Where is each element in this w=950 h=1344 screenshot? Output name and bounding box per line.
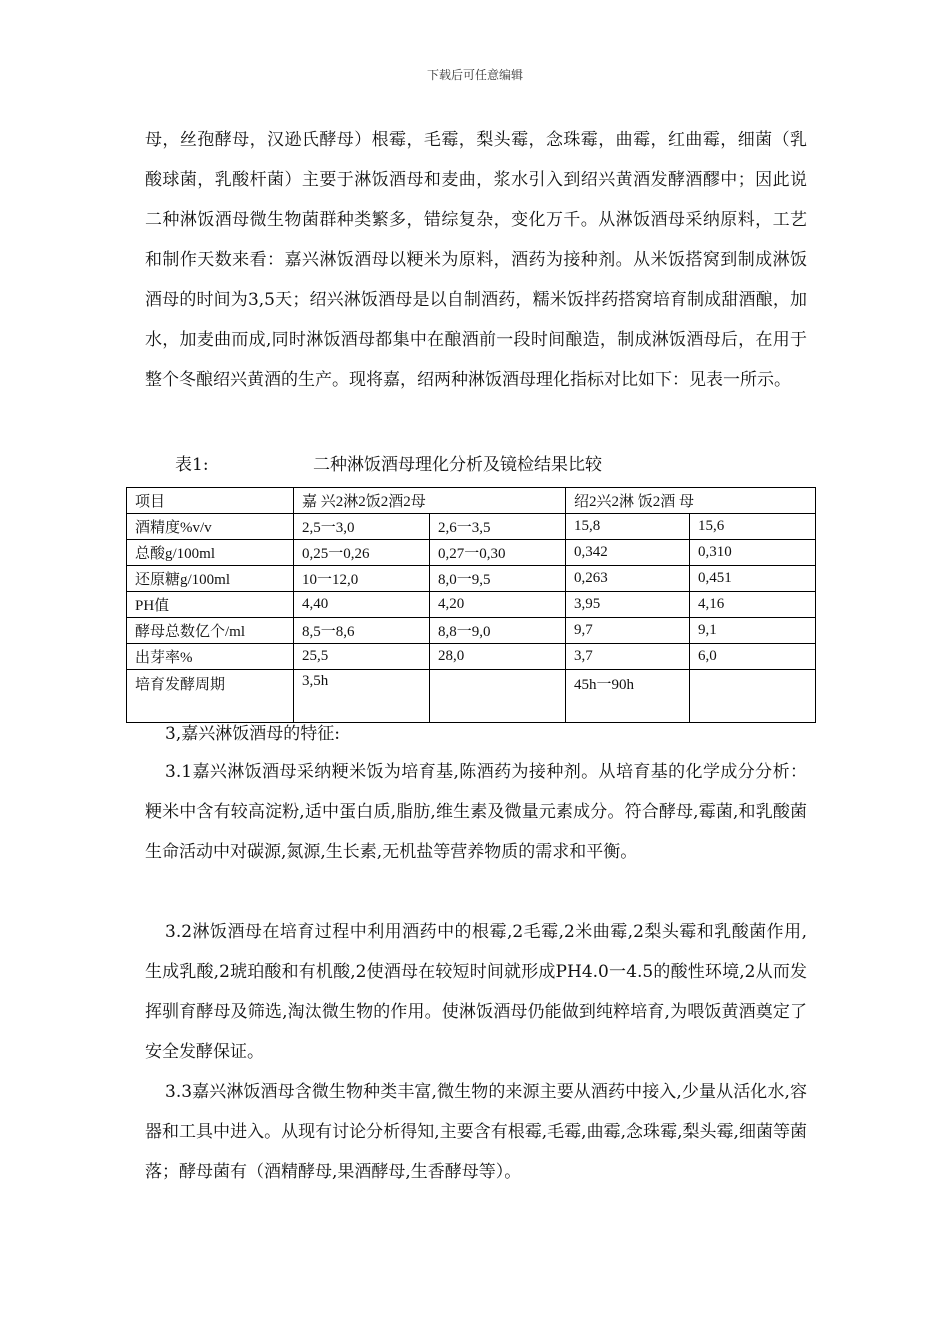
intro-paragraph: 母，丝孢酵母，汉逊氏酵母）根霉，毛霉，梨头霉，念珠霉，曲霉，红曲霉，细菌（乳酸球菌，乳酸杆菌）主要于淋饭酒母和麦曲，浆水引入到绍兴黄酒发酵酒醪中；因此说二种淋饭酒母微生物菌群种类繁多，错综复杂，变化万千。从淋饭酒母采纳原料，工艺和制作天数来看：嘉兴淋饭酒母以粳米为原料，酒药为接种剂。从米饭搭窝到制成淋饭酒母的时间为3,5天；绍兴淋饭酒母是以自制酒药，糯米饭拌药搭窝培育制成甜酒酿，加水，加麦曲而成,同时淋饭酒母都集中在酿酒前一段时间酿造，制成淋饭酒母后，在用于整个冬酿绍兴黄酒的生产。现将嘉，绍两种淋饭酒母理化指标对比如下：见表一所示。 (145, 130, 807, 390)
table-row (127, 592, 816, 618)
header-jiaxing: 嘉 兴2淋2饭2酒2母 (294, 488, 566, 514)
section-heading: 3,嘉兴淋饭酒母的特征: (165, 724, 340, 744)
table-cell: 酵母总数亿个/ml (127, 618, 294, 644)
table-cell: 4,16 (690, 592, 816, 618)
table-row (127, 566, 816, 592)
table-row (127, 644, 816, 670)
table-cell: 2,6一3,5 (430, 514, 566, 540)
table-cell: 15,6 (690, 514, 816, 540)
comparison-table (126, 487, 816, 723)
table-cell: 6,0 (690, 644, 816, 670)
table-cell: 3,95 (566, 592, 690, 618)
table-cell: 28,0 (430, 644, 566, 670)
table-cell: 45h一90h (566, 670, 690, 723)
table-cell: 总酸g/100ml (127, 540, 294, 566)
section-3-1: 3.1嘉兴淋饭酒母采纳粳米饭为培育基,陈酒药为接种剂。从培育基的化学成分分析：粳米中含有较高淀粉,适中蛋白质,脂肪,维生素及微量元素成分。符合酵母,霉菌,和乳酸菌生命活动中对碳源,氮源,生长素,无机盐等营养物质的需求和平衡。 (145, 762, 807, 862)
table-cell: 0,310 (690, 540, 816, 566)
table-number: 表1: (175, 455, 209, 475)
table-cell: 0,27一0,30 (430, 540, 566, 566)
section-3-2: 3.2淋饭酒母在培育过程中利用酒药中的根霉,2毛霉,2米曲霉,2梨头霉和乳酸菌作用,生成乳酸,2琥珀酸和有机酸,2使酒母在较短时间就形成PH4.0一4.5的酸性环境,2从而发挥驯育酵母及筛选,淘汰微生物的作用。使淋饭酒母仍能做到纯粹培育,为喂饭黄酒奠定了安全发酵保证。 (145, 922, 807, 1062)
table-cell: 8,5一8,6 (294, 618, 430, 644)
table-header-row (127, 488, 816, 514)
table-title: 二种淋饭酒母理化分析及镜检结果比较 (313, 455, 602, 475)
table-row (127, 540, 816, 566)
header-shaoxing: 绍2兴2淋 饭2酒 母 (566, 488, 816, 514)
table-cell: 9,1 (690, 618, 816, 644)
page-header: 下载后可任意编辑 (426, 68, 523, 82)
table-cell: 4,20 (430, 592, 566, 618)
table-cell: 8,0一9,5 (430, 566, 566, 592)
table-cell: 0,451 (690, 566, 816, 592)
table-cell: 3,5h (294, 670, 430, 723)
table-cell: 出芽率% (127, 644, 294, 670)
table-cell: 15,8 (566, 514, 690, 540)
table-cell: 25,5 (294, 644, 430, 670)
table-cell: 8,8一9,0 (430, 618, 566, 644)
table-row (127, 514, 816, 540)
section-3-3: 3.3嘉兴淋饭酒母含微生物种类丰富,微生物的来源主要从酒药中接入,少量从活化水,容器和工具中进入。从现有讨论分析得知,主要含有根霉,毛霉,曲霉,念珠霉,梨头霉,细菌等菌落；酵母菌有（酒精酵母,果酒酵母,生香酵母等）。 (145, 1082, 807, 1182)
table-cell: 0,342 (566, 540, 690, 566)
table-cell: 还原糖g/100ml (127, 566, 294, 592)
table-cell: 2,5一3,0 (294, 514, 430, 540)
table-cell: 10一12,0 (294, 566, 430, 592)
table-cell: 9,7 (566, 618, 690, 644)
table-cell: PH值 (127, 592, 294, 618)
table-cell: 0,263 (566, 566, 690, 592)
header-item: 项目 (127, 488, 294, 514)
table-cell: 酒精度%v/v (127, 514, 294, 540)
table-cell: 培育发酵周期 (127, 670, 294, 723)
table-cell: 3,7 (566, 644, 690, 670)
table-row (127, 618, 816, 644)
table-cell: 0,25一0,26 (294, 540, 430, 566)
table-caption (175, 452, 815, 482)
table-cell: 4,40 (294, 592, 430, 618)
